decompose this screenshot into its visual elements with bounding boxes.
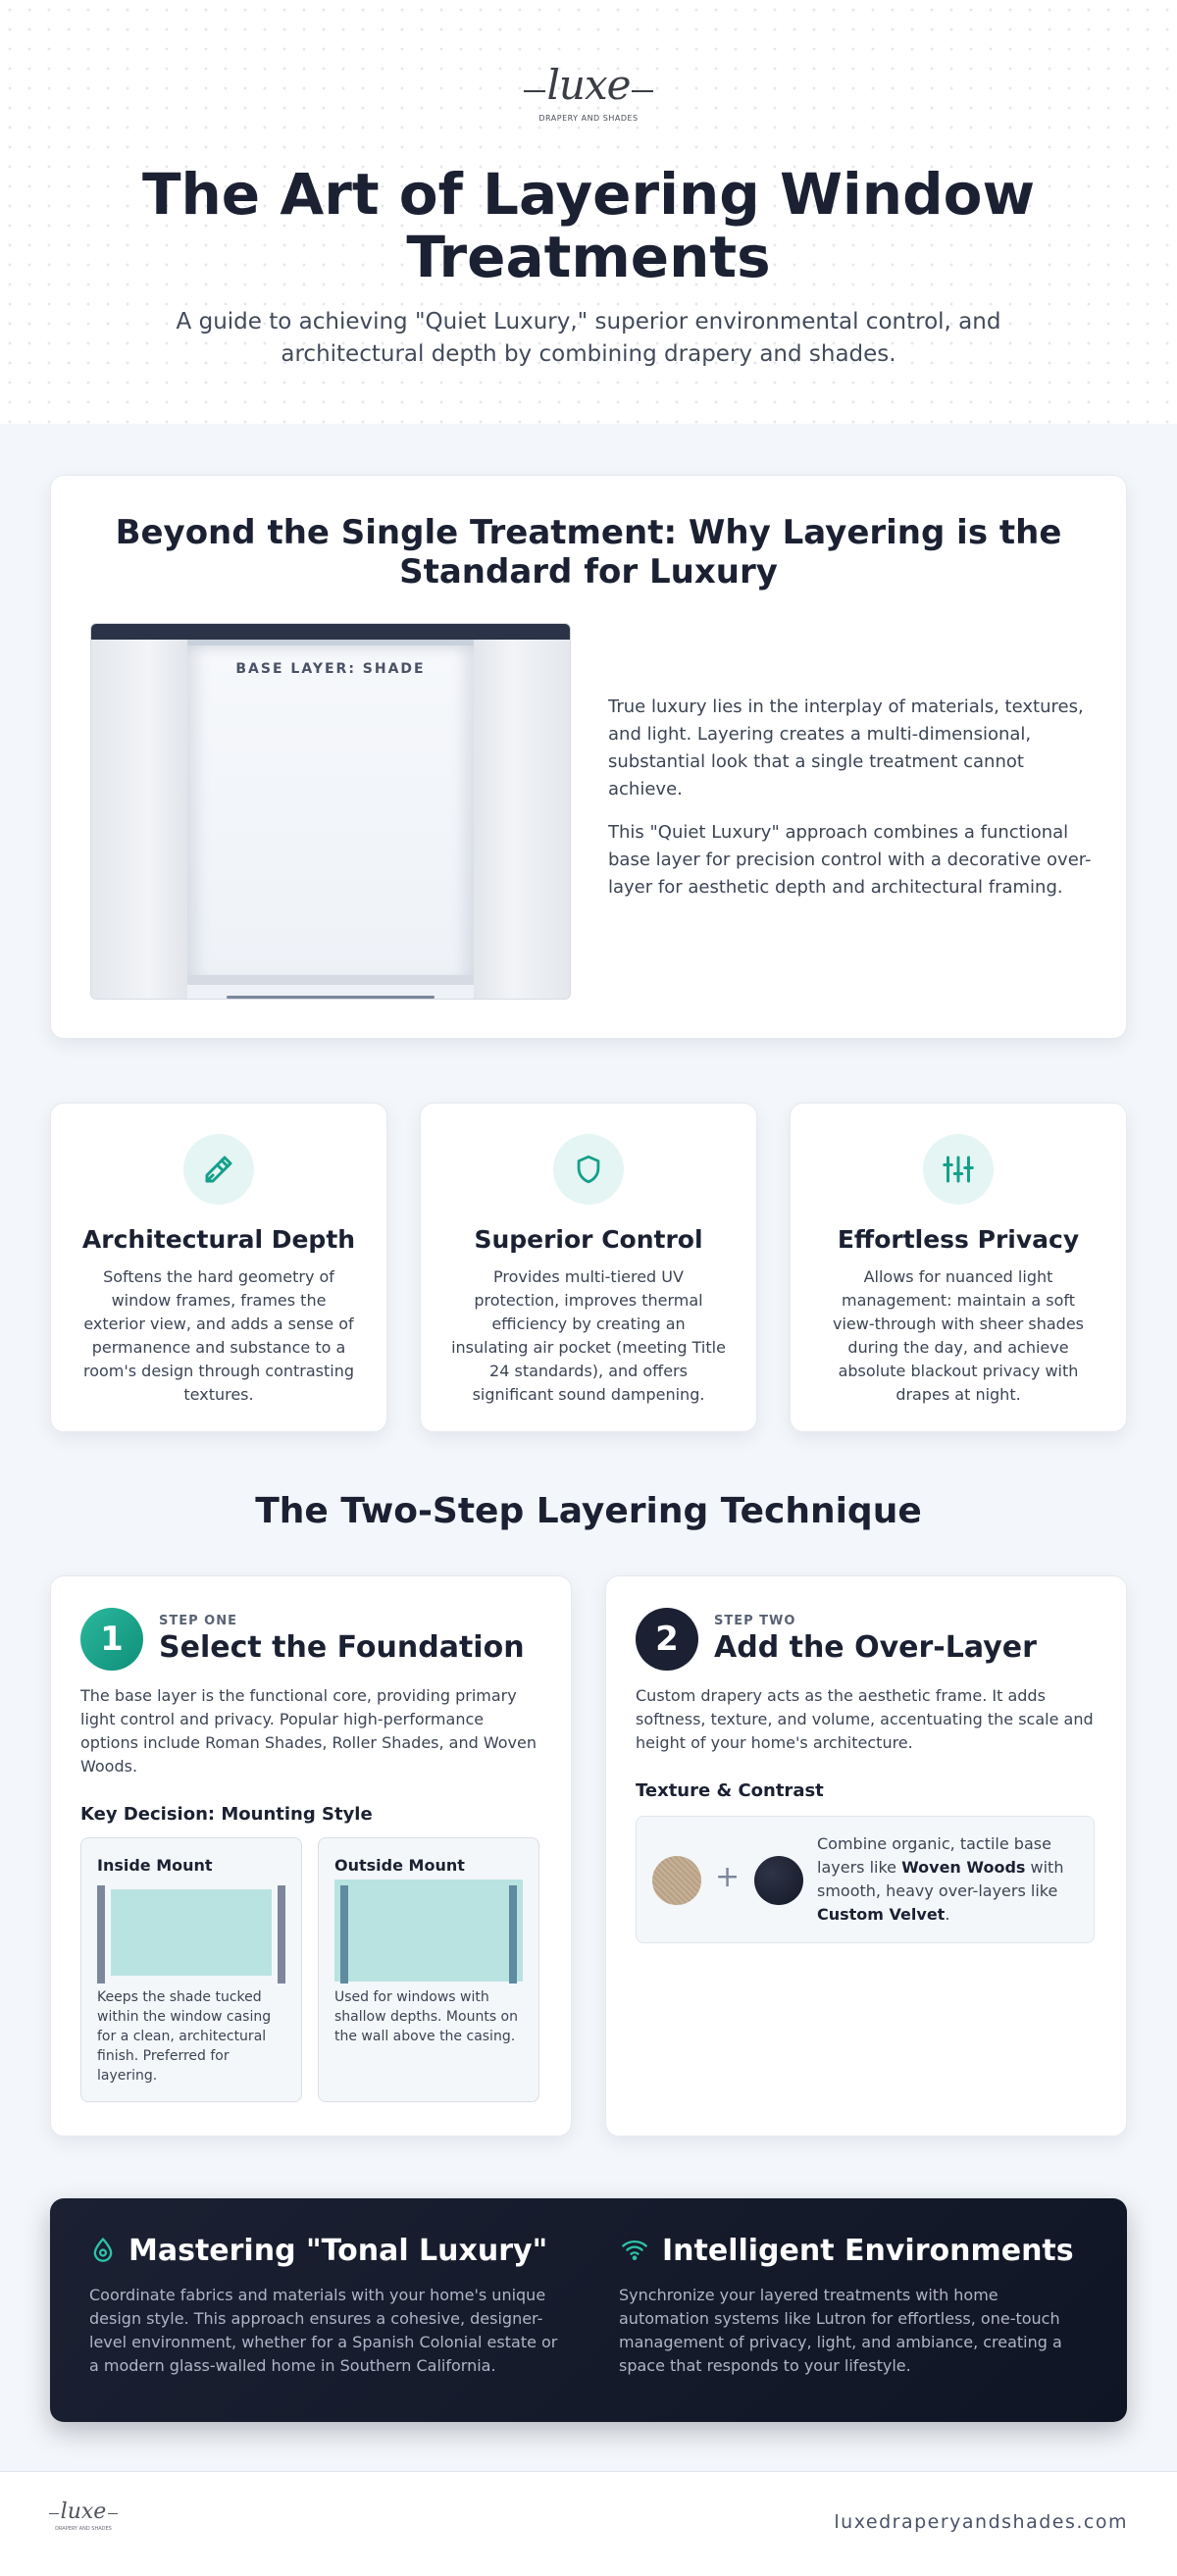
- luxury-tips-banner: [50, 2198, 1127, 2422]
- custom-velvet-emphasis: Custom Velvet: [817, 1905, 946, 1924]
- logo-dash-left: [49, 2513, 59, 2514]
- step-kicker: STEP TWO: [714, 1614, 796, 1628]
- inside-mount-card: [80, 1837, 302, 2102]
- mount-description: Keeps the shade tucked within the window casing for a clean, architectural finish. Preferred for layering.: [97, 1989, 272, 2084]
- step-number-badge: 2: [636, 1608, 698, 1671]
- ruler-pencil-icon: [183, 1134, 254, 1205]
- logo-tagline: DRAPERY AND SHADES: [538, 114, 639, 123]
- drapery-panel-right: [474, 640, 570, 999]
- banner-text: Synchronize your layered treatments with home automation systems like Lutron for effortless, one-touch management of privacy, light, and ambiance, creating a space that responds to your lifestyle.: [619, 2286, 1062, 2375]
- banner-title: Intelligent Environments: [662, 2234, 1074, 2268]
- logo-dash-right: [632, 90, 653, 92]
- footer-logo-tagline: DRAPERY AND SHADES: [55, 2526, 112, 2532]
- logo-dash-right: [108, 2513, 118, 2514]
- texture-contrast-text: Combine organic, tactile base layers like Woven Woods with smooth, heavy over-layers like Custom Velvet.: [817, 1834, 1064, 1924]
- feature-card-architectural-depth: [50, 1103, 387, 1432]
- plus-icon: +: [715, 1860, 741, 1894]
- woven-wood-swatch: [652, 1856, 701, 1905]
- feature-card-superior-control: [420, 1103, 757, 1432]
- why-layering-card: [50, 475, 1127, 1039]
- mounting-decision-heading: Key Decision: Mounting Style: [80, 1804, 373, 1825]
- window-casing-right: [278, 1885, 285, 1984]
- page-title: The Art of Layering Window Treatments: [141, 161, 1036, 290]
- wifi-icon: [619, 2236, 650, 2267]
- why-paragraph: True luxury lies in the interplay of materials, textures, and light. Layering creates a multi-dimensional, substantial look that a single treatment cannot achieve.: [608, 696, 1084, 799]
- step-kicker: STEP ONE: [159, 1614, 237, 1628]
- shade-pull-bar: [227, 996, 435, 999]
- drop-icon: [89, 2235, 117, 2268]
- why-layering-title: Beyond the Single Treatment: Why Layering is the Standard for Luxury: [115, 513, 1062, 592]
- step-description: The base layer is the functional core, providing primary light control and privacy. Popular high-performance options include Roman Shades, Roller Shades, and Woven Woods.: [80, 1686, 537, 1776]
- step-number-badge: 1: [80, 1608, 143, 1671]
- website-link[interactable]: luxedraperyandshades.com: [834, 2511, 1128, 2533]
- brand-logo[interactable]: [520, 61, 657, 149]
- feature-card-effortless-privacy: [790, 1103, 1127, 1432]
- drapery-panel-left: [91, 640, 187, 999]
- step-title: Select the Foundation: [159, 1630, 525, 1665]
- tonal-luxury-column: [89, 2234, 560, 2378]
- curtain-rod: [91, 624, 570, 640]
- step-two-header: [636, 1608, 1037, 1671]
- step-one-card: [50, 1575, 572, 2137]
- banner-title: Mastering "Tonal Luxury": [128, 2234, 548, 2268]
- step-description: Custom drapery acts as the aesthetic frame. It adds softness, texture, and volume, accentuating the scale and height of your home's architecture.: [636, 1686, 1094, 1752]
- why-paragraph: This "Quiet Luxury" approach combines a functional base layer for precision control with a decorative over-layer for aesthetic depth and architectural framing.: [608, 822, 1092, 898]
- step-title: Add the Over-Layer: [714, 1630, 1037, 1665]
- window-casing-left: [97, 1885, 105, 1984]
- feature-title: Architectural Depth: [81, 1225, 356, 1254]
- outside-mounted-shade: [334, 1880, 523, 1982]
- page-footer: [0, 2471, 1177, 2576]
- inside-mount-illustration: [97, 1885, 285, 1984]
- feature-title: Superior Control: [474, 1225, 703, 1254]
- mount-description: Used for windows with shallow depths. Mounts on the wall above the casing.: [334, 1989, 518, 2044]
- outside-mount-illustration: [334, 1885, 523, 1984]
- mount-title: Inside Mount: [97, 1856, 213, 1875]
- mount-title: Outside Mount: [334, 1856, 465, 1875]
- step-two-card: [605, 1575, 1127, 2137]
- technique-section-title: The Two-Step Layering Technique: [255, 1491, 922, 1531]
- woven-woods-emphasis: Woven Woods: [901, 1858, 1026, 1877]
- outside-mount-card: [318, 1837, 539, 2102]
- base-shade: [187, 640, 474, 983]
- footer-logo[interactable]: [49, 2499, 118, 2549]
- feature-text: Provides multi-tiered UV protection, improves thermal efficiency by creating an insulating air pocket (meeting Title 24 standards), and offers significant sound dampening.: [451, 1267, 726, 1404]
- feature-text: Allows for nuanced light management: maintain a soft view-through with sheer shades during the day, and achieve absolute blackout privacy with drapes at night.: [832, 1267, 1085, 1404]
- window-casing-left: [340, 1885, 348, 1984]
- texture-contrast-heading: Texture & Contrast: [636, 1780, 824, 1801]
- logo-word: luxe: [546, 61, 631, 109]
- sliders-icon: [923, 1134, 994, 1205]
- page-subtitle: A guide to achieving "Quiet Luxury," superior environmental control, and architectural depth by combining drapery and shades.: [176, 309, 1001, 367]
- banner-text: Coordinate fabrics and materials with your home's unique design style. This approach ensures a cohesive, designer-level environment, whether for a Spanish Colonial estate or a modern glass-walled home in Southern California.: [89, 2286, 558, 2375]
- window-casing-right: [509, 1885, 517, 1984]
- why-layering-text: [608, 694, 1099, 917]
- texture-contrast-box: [636, 1816, 1095, 1943]
- hero-header: [0, 0, 1177, 424]
- step-one-header: [80, 1608, 525, 1671]
- layered-window-illustration: [90, 623, 571, 1000]
- intelligent-environments-column: [619, 2234, 1090, 2378]
- shade-bottom-rail: [187, 975, 474, 985]
- shield-icon: [553, 1134, 624, 1205]
- inside-mounted-shade: [111, 1889, 272, 1976]
- feature-title: Effortless Privacy: [837, 1225, 1080, 1254]
- velvet-swatch: [754, 1856, 803, 1905]
- base-layer-label: BASE LAYER: SHADE: [235, 661, 426, 677]
- footer-logo-word: luxe: [60, 2499, 107, 2524]
- feature-text: Softens the hard geometry of window frames, frames the exterior view, and adds a sense of permanence and substance to a room's design through contrasting textures.: [82, 1267, 355, 1404]
